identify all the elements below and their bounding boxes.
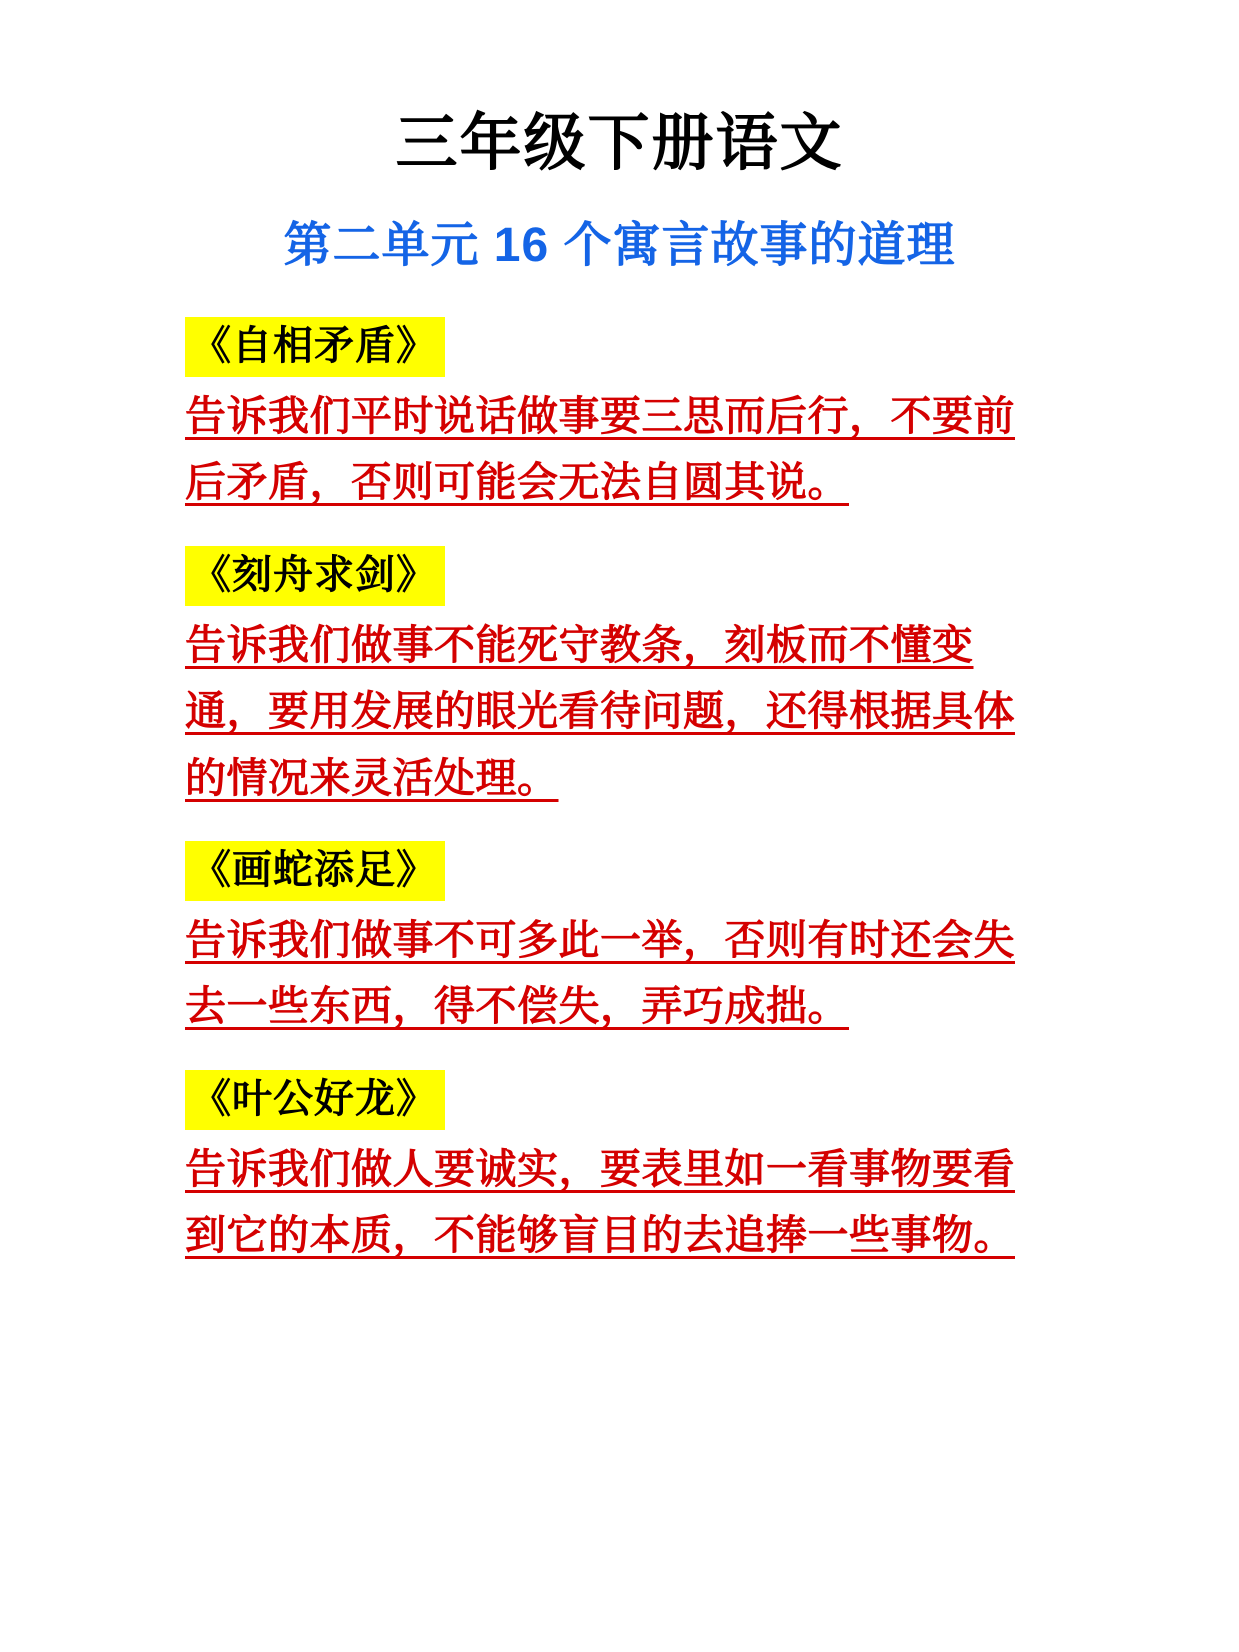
entry-body-text: 告诉我们做事不可多此一举，否则有时还会失去一些东西，得不偿失，弄巧成拙。 [185, 917, 1015, 1030]
entry-title-container [185, 1070, 1157, 1130]
entry-title-container [185, 317, 1157, 377]
entry-title-highlight: 《自相矛盾》 [185, 317, 445, 377]
page-title: 三年级下册语文 [395, 109, 844, 178]
entry-title-highlight: 《叶公好龙》 [185, 1070, 445, 1130]
list-item [185, 841, 1157, 1040]
entry-body-text: 告诉我们做人要诚实，要表里如一看事物要看到它的本质，不能够盲目的去追捧一些事物。 [185, 1145, 1015, 1259]
entry-body-text: 告诉我们做事不能死守教条，刻板而不懂变通，要用发展的眼光看待问题，还得根据具体的情况来灵活处理。 [185, 621, 1015, 801]
list-item [185, 317, 1157, 516]
list-item [185, 1070, 1157, 1269]
page-subtitle: 第二单元 16 个寓言故事的道理 [283, 219, 956, 273]
entry-title-container [185, 841, 1157, 901]
entry-title-container [185, 546, 1157, 606]
entry-body-text: 告诉我们平时说话做事要三思而后行，不要前后矛盾，否则可能会无法自圆其说。 [185, 392, 1015, 506]
list-item [185, 546, 1157, 811]
entry-title-highlight: 《刻舟求剑》 [185, 546, 445, 606]
entry-list [0, 273, 1239, 1269]
entry-title-highlight: 《画蛇添足》 [185, 841, 445, 901]
